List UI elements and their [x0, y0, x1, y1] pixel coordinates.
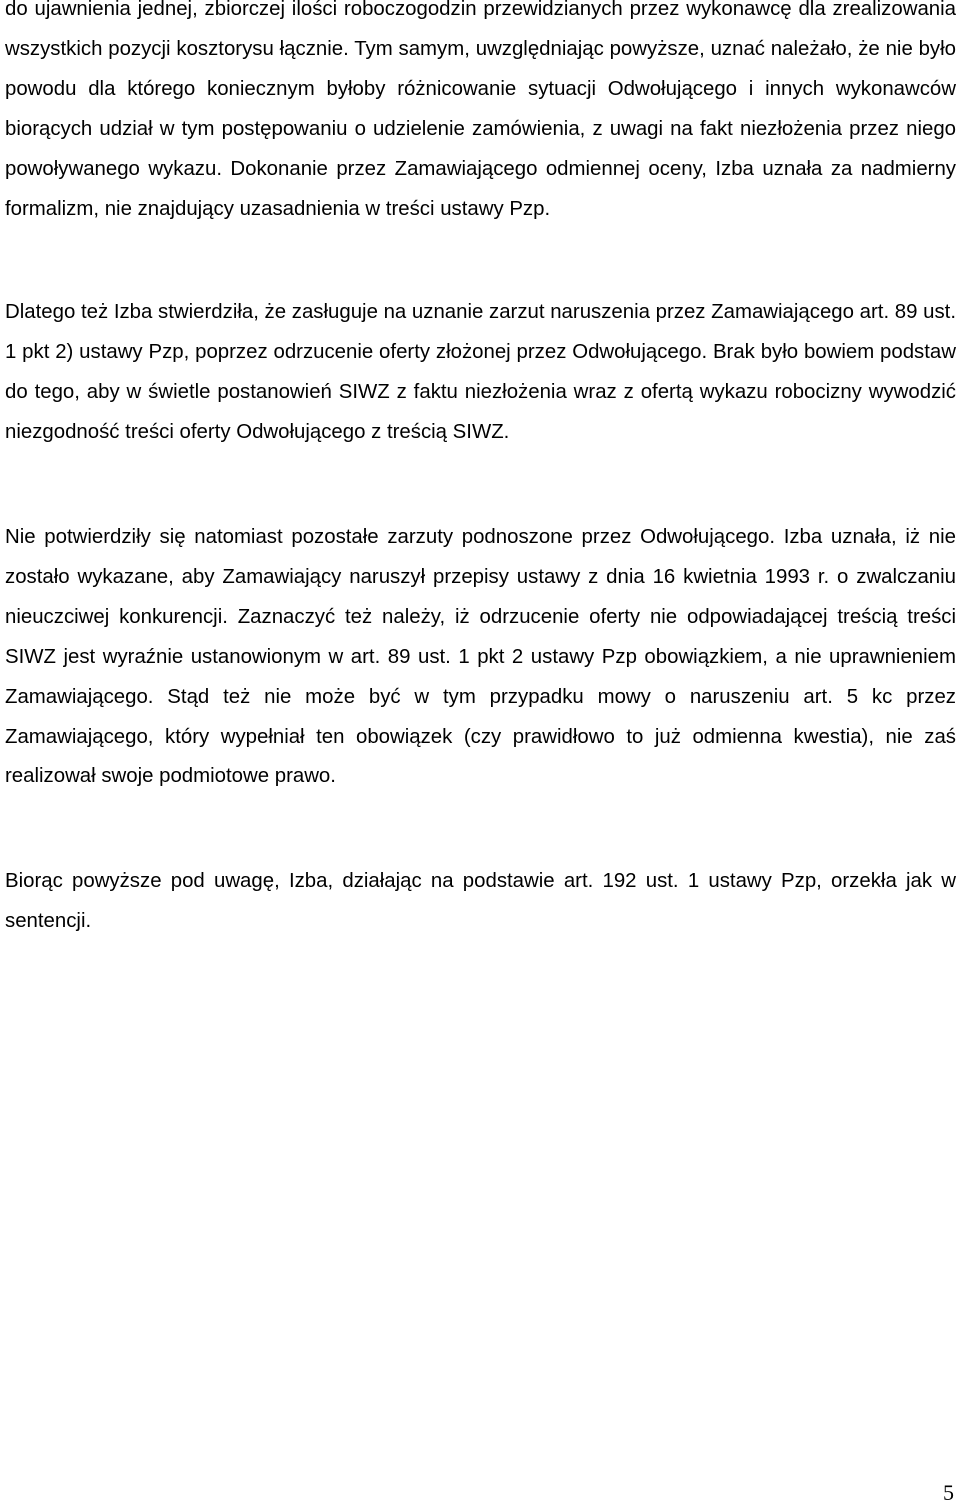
paragraph-4: Biorąc powyższe pod uwagę, Izba, działając na podstawie art. 192 ust. 1 ustawy Pzp, orzekła jak w sentencji. [5, 870, 956, 932]
paragraph-3: Nie potwierdziły się natomiast pozostałe zarzuty podnoszone przez Odwołującego. Izba uznała, iż nie zostało wykazane, aby Zamawiający naruszył przepisy ustawy z dnia 16 kwietnia 1993 r. o zwalczaniu nieuczciwej konkurencji. Zaznaczyć też należy, iż odrzucenie oferty nie odpowiadającej treścią treści SIWZ jest wyraźnie ustanowionym w art. 89 ust. 1 pkt 2 ustawy Pzp obowiązkiem, a nie uprawnieniem Zamawiającego. Stąd też nie może być w tym przypadku mowy o naruszeniu art. 5 kc przez Zamawiającego, który wypełniał ten obowiązek (czy prawidłowo to już odmienna kwestia), nie zaś realizował swoje podmiotowe prawo. [5, 526, 956, 788]
paragraph-1: do ujawnienia jednej, zbiorczej ilości roboczogodzin przewidzianych przez wykonawcę dla zrealizowania wszystkich pozycji kosztorysu łącznie. Tym samym, uwzględniając powyższe, uznać należało, że nie było powodu dla którego koniecznym byłoby różnicowanie sytuacji Odwołującego i innych wykonawców biorących udział w tym postępowaniu o udzielenie zamówienia, z uwagi na fakt niezłożenia przez niego powoływanego wykazu. Dokonanie przez Zamawiającego odmiennej oceny, Izba uznała za nadmierny formalizm, nie znajdujący uzasadnienia w treści ustawy Pzp. [5, 0, 956, 220]
paragraph-2: Dlatego też Izba stwierdziła, że zasługuje na uznanie zarzut naruszenia przez Zamawiającego art. 89 ust. 1 pkt 2) ustawy Pzp, poprzez odrzucenie oferty złożonej przez Odwołującego. Brak było bowiem podstaw do tego, aby w świetle postanowień SIWZ z faktu niezłożenia wraz z ofertą wykazu robocizny wywodzić niezgodność treści oferty Odwołującego z treścią SIWZ. [5, 301, 956, 443]
page-number: 5 [943, 1480, 954, 1505]
